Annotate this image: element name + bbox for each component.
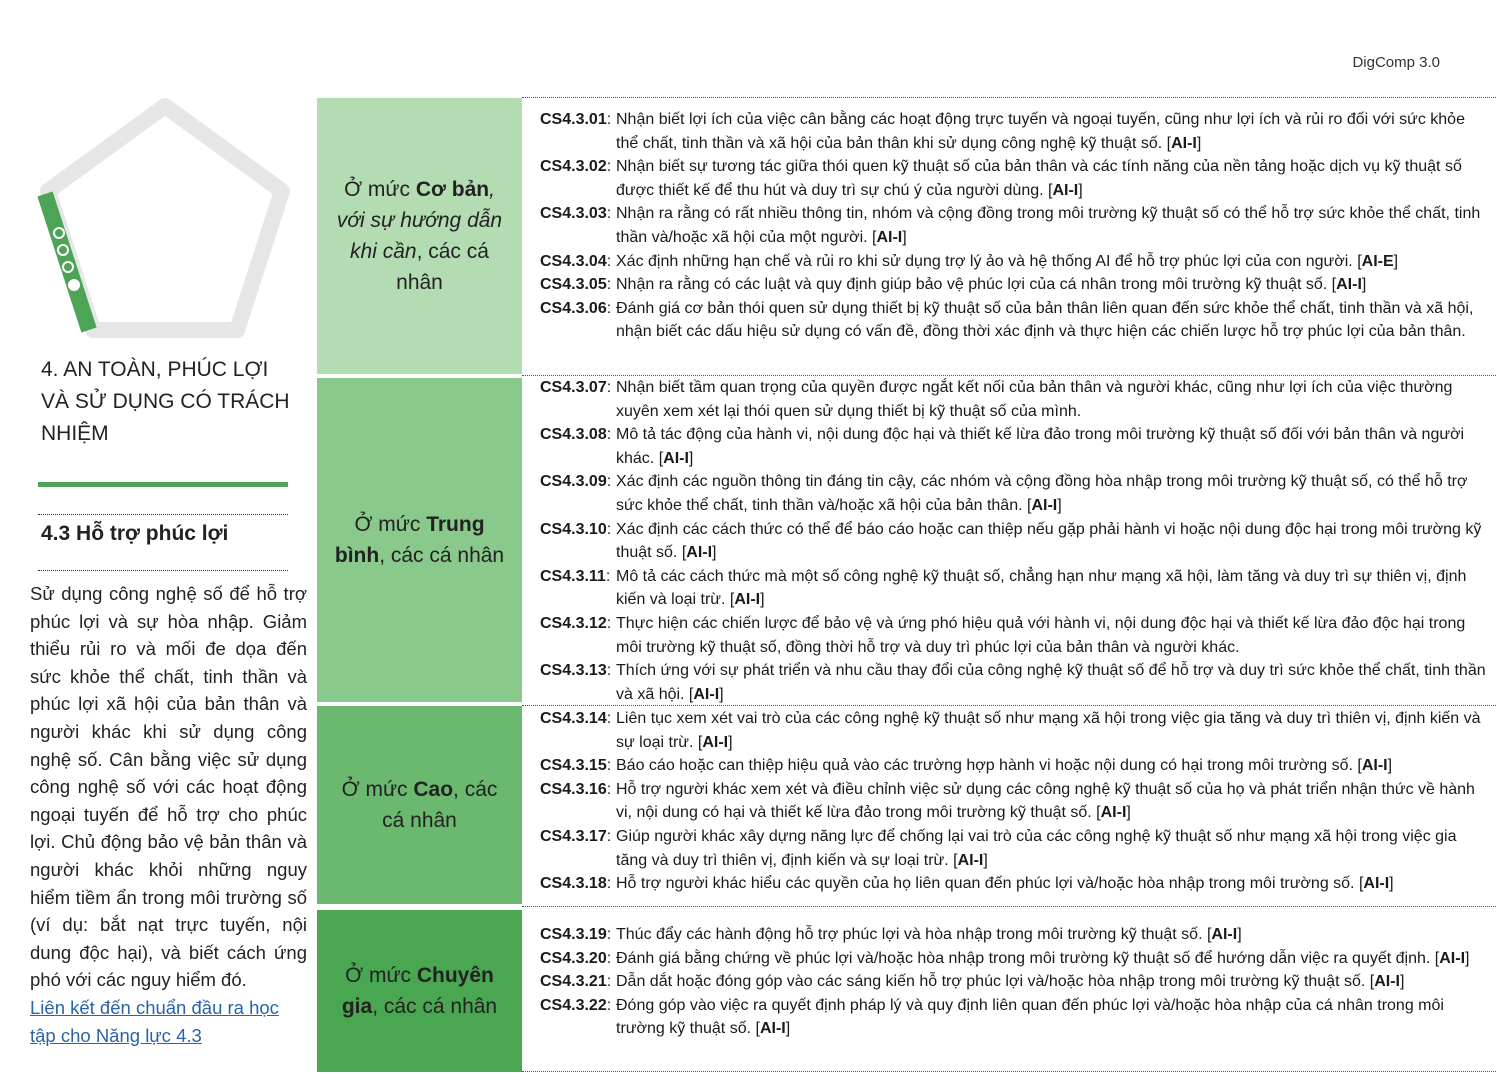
outcome-text: Liên tục xem xét vai trò của các công nghệ kỹ thuật số như mạng xã hội trong việc gia tăng và duy trì thiên vị, định kiến và sự loại trừ. [616, 710, 1481, 751]
ai-tag: [AI-I] [948, 851, 988, 869]
ai-tag: [AI-I] [1022, 496, 1062, 514]
learning-outcome-item [540, 659, 1490, 706]
outcome-text: Nhận ra rằng có rất nhiều thông tin, nhóm và cộng đồng trong môi trường kỹ thuật số có thể hỗ trợ sức khỏe thể chất, tinh thần và/hoặc xã hội của một người. [616, 205, 1481, 246]
learning-outcome-item [540, 423, 1490, 470]
outcome-text: Mô tả tác động của hành vi, nội dung độc hại và thiết kế lừa đảo trong môi trường kỹ thuật số đối với bản thân và người khác. [616, 426, 1465, 467]
outcome-code: CS4.3.05 : [540, 273, 611, 297]
ai-tag: [AI-I] [1162, 134, 1202, 152]
outcome-code: CS4.3.18 : [540, 872, 611, 896]
ai-tag: [AI-I] [1354, 875, 1394, 893]
outcome-code: CS4.3.10 : [540, 518, 611, 542]
outcome-text: Đánh giá cơ bản thói quen sử dụng thiết bị kỹ thuật số của bản thân liên quan đến sức khỏe thể chất, tinh thần và xã hội, nhận biết các dấu hiệu sử dụng có vấn đề, đồng thời xác định và thực hiện các chiến lược hỗ trợ phúc lợi của bản thân. [616, 299, 1474, 341]
outcomes-list-expert [540, 923, 1490, 1041]
outcome-text: Xác định các nguồn thông tin đáng tin cậy, các nhóm và cộng đồng hòa nhập trong môi trường kỹ thuật số, có thể hỗ trợ sức khỏe thể chất, tinh thần và/hoặc xã hội của bản thân. [616, 473, 1468, 514]
level-name: Trung bình [334, 513, 485, 567]
outcome-text: Hỗ trợ người khác xem xét và điều chỉnh việc sử dụng các công nghệ kỹ thuật số của họ và phát triển nhận thức về hành vi, nội dung có hại và thiết kế lừa đảo trong môi trường kỹ thuật số. [616, 780, 1475, 822]
learning-outcome-item [540, 825, 1490, 872]
outcome-code: CS4.3.20 : [540, 947, 611, 971]
learning-outcome-item [540, 202, 1490, 249]
competence-area-pentagon-icon [30, 90, 300, 350]
learning-outcome-item [540, 518, 1490, 565]
outcome-code: CS4.3.21 : [540, 970, 611, 994]
ai-tag: [AI-I] [867, 228, 907, 246]
competence-description-text: Sử dụng công nghệ số để hỗ trợ phúc lợi và sự hòa nhập. Giảm thiểu rủi ro và mối đe dọa đến sức khỏe thể chất, tinh thần và phúc lợi xã hội của bản thân và người khác khi sử dụng công nghệ số. Cân bằng việc sử dụng công nghệ số với các hoạt động ngoại tuyến để hỗ trợ cho phúc lợi. Chủ động bảo vệ bản thân và người khác khỏi những nguy hiểm tiềm ẩn trong môi trường số (ví dụ: bắt nạt trực tuyến, nội dung độc hại), và biết cách ứng phó với các nguy hiểm đó. [30, 583, 307, 991]
learning-outcome-item [540, 947, 1490, 971]
learning-outcome-item [540, 297, 1490, 344]
learning-outcome-item [540, 565, 1490, 612]
outcome-text: Nhận biết tầm quan trọng của quyền được ngắt kết nối của bản thân và người khác, cũng như lợi ích của việc thường xuyên xem xét lại thói quen sử dụng thiết bị kỹ thuật số của mình. [616, 379, 1453, 420]
level-name: Chuyên gia [341, 964, 494, 1018]
learning-outcomes-link[interactable]: Liên kết đến chuẩn đầu ra học tập cho Năng lực 4.3 [30, 996, 279, 1046]
learning-outcome-item [540, 778, 1490, 825]
outcome-code: CS4.3.03 : [540, 202, 611, 226]
outcome-text: Dẫn dắt hoặc đóng góp vào các sáng kiến hỗ trợ phúc lợi và/hoặc hòa nhập trong môi trường kỹ thuật số. [616, 973, 1366, 991]
ai-tag: [AI-I] [1365, 973, 1405, 991]
outcome-code: CS4.3.07 : [540, 376, 611, 400]
outcome-code: CS4.3.13 : [540, 659, 611, 683]
outcome-text: Hỗ trợ người khác hiểu các quyền của họ liên quan đến phúc lợi và/hoặc hòa nhập trong môi trường số. [616, 875, 1355, 893]
outcome-text: Nhận biết sự tương tác giữa thói quen kỹ thuật số của bản thân và các tính năng của nền tảng hoặc dịch vụ kỹ thuật số được thiết kế để thu hút và duy trì sự chú ý của người dùng. [616, 158, 1462, 199]
learning-outcome-item [540, 250, 1490, 274]
outcome-text: Thích ứng với sự phát triển và nhu cầu thay đổi của công nghệ kỹ thuật số để hỗ trợ và duy trì sức khỏe thể chất, tinh thần và xã hội. [616, 662, 1486, 703]
ai-tag: [AI-I] [1430, 949, 1470, 967]
learning-outcome-item [540, 872, 1490, 896]
outcome-code: CS4.3.16 : [540, 778, 611, 802]
competence-description [30, 580, 307, 1049]
ai-tag: [AI-I] [751, 1020, 791, 1038]
outcome-code: CS4.3.08 : [540, 423, 611, 447]
dotted-divider-top [38, 514, 288, 515]
outcome-code: CS4.3.17 : [540, 825, 611, 849]
outcomes-list-basic [540, 108, 1490, 344]
outcome-code: CS4.3.01 : [540, 108, 611, 132]
ai-tag: [AI-I] [693, 733, 733, 751]
learning-outcome-item [540, 923, 1490, 947]
outcome-code: CS4.3.15 : [540, 754, 611, 778]
row-separator [522, 1071, 1496, 1072]
level-name: Cơ bản [415, 178, 490, 201]
outcome-text: Đóng góp vào việc ra quyết định pháp lý và quy định liên quan đến phúc lợi và/hoặc hòa nhập của cá nhân trong môi trường kỹ thuật số. [616, 996, 1444, 1038]
learning-outcome-item [540, 155, 1490, 202]
outcome-code: CS4.3.02 : [540, 155, 611, 179]
outcome-code: CS4.3.19 : [540, 923, 611, 947]
outcome-code: CS4.3.09 : [540, 470, 611, 494]
outcome-text: Báo cáo hoặc can thiệp hiệu quả vào các trường hợp hành vi hoặc nội dung có hại trong môi trường số. [616, 757, 1353, 775]
outcome-code: CS4.3.12 : [540, 612, 611, 636]
learning-outcome-item [540, 612, 1490, 659]
learning-outcome-item [540, 754, 1490, 778]
learning-outcome-item [540, 994, 1490, 1041]
outcome-text: Mô tả các cách thức mà một số công nghệ kỹ thuật số, chẳng hạn như mạng xã hội, làm tăng và duy trì sự thiên vị, định kiến và loại trừ. [616, 567, 1467, 609]
ai-tag: [AI-I] [1202, 926, 1242, 943]
outcome-text: Xác định những hạn chế và rủi ro khi sử dụng trợ lý ảo và hệ thống AI để hỗ trợ phúc lợi của con người. [616, 252, 1353, 270]
level-name: Cao [413, 778, 454, 801]
ai-tag: [AI-I] [1352, 757, 1393, 775]
learning-outcome-item [540, 470, 1490, 517]
row-separator [522, 906, 1496, 907]
outcome-code: CS4.3.22 : [540, 994, 611, 1018]
outcome-code: CS4.3.04 : [540, 250, 611, 274]
ai-tag: [AI-I] [677, 544, 717, 562]
document-brand: DigComp 3.0 [1352, 54, 1440, 71]
ai-tag: [AI-I] [725, 591, 765, 609]
outcome-text: Thúc đẩy các hành động hỗ trợ phúc lợi và hòa nhập trong môi trường kỹ thuật số. [616, 926, 1203, 943]
row-separator [522, 97, 1496, 98]
learning-outcome-item [540, 707, 1490, 754]
outcome-text: Giúp người khác xây dựng năng lực để chống lại vai trò của các công nghệ kỹ thuật số như mạng xã hội trong việc gia tăng và duy trì thiên vị, định kiến và sự loại trừ. [616, 827, 1457, 869]
dotted-divider-bottom [38, 570, 288, 571]
ai-tag: [AI-I] [1327, 276, 1367, 294]
ai-tag: [AI-I] [1091, 804, 1131, 822]
outcome-text: Nhận ra rằng có các luật và quy định giúp bảo vệ phúc lợi của cá nhân trong môi trường kỹ thuật số. [616, 276, 1328, 294]
learning-outcome-item [540, 273, 1490, 297]
outcomes-list-intermediate [540, 376, 1490, 706]
outcome-code: CS4.3.11 : [540, 565, 610, 589]
level-cell-expert: Ở mức Chuyên gia, các cá nhân [317, 910, 522, 1072]
learning-outcome-item [540, 108, 1490, 155]
outcomes-list-advanced [540, 707, 1490, 896]
ai-tag: [AI-I] [1043, 181, 1083, 199]
ai-tag: [AI-I] [654, 449, 694, 467]
outcome-code: CS4.3.14 : [540, 707, 611, 731]
competence-title: 4.3 Hỗ trợ phúc lợi [41, 522, 229, 545]
learning-outcome-item [540, 376, 1490, 423]
area-title: 4. AN TOÀN, PHÚC LỢI VÀ SỬ DỤNG CÓ TRÁCH NHIỆM [41, 358, 290, 445]
outcome-text: Xác định các cách thức có thể để báo cáo hoặc can thiệp nếu gặp phải hành vi hoặc nội dung độc hại trong môi trường kỹ thuật số. [616, 520, 1482, 562]
level-cell-basic: Ở mức Cơ bản, với sự hướng dẫn khi cần, các cá nhân [317, 98, 522, 374]
outcome-text: Nhận biết lợi ích của việc cân bằng các hoạt động trực tuyến và ngoại tuyến, cũng như lợi ích và rủi ro đối với sức khỏe thể chất, tinh thần và xã hội của bản thân khi sử dụng công nghệ kỹ thuật số. [616, 111, 1465, 152]
outcome-text: Đánh giá bằng chứng về phúc lợi và/hoặc hòa nhập trong môi trường kỹ thuật số để hướng dẫn việc ra quyết định. [616, 949, 1431, 967]
level-cell-advanced: Ở mức Cao, các cá nhân [317, 706, 522, 904]
ai-tag: [AI-I] [684, 685, 724, 703]
level-cell-intermediate: Ở mức Trung bình, các cá nhân [317, 378, 522, 702]
area-divider [38, 482, 288, 487]
outcome-code: CS4.3.06 : [540, 297, 611, 321]
outcome-text: Thực hiện các chiến lược để bảo vệ và ứng phó hiệu quả với hành vi, nội dung độc hại và thiết kế lừa đảo độc hại trong môi trường kỹ thuật số, đồng thời hỗ trợ và duy trì phúc lợi của bản thân và người khác. [616, 614, 1466, 656]
ai-tag: [AI-E] [1352, 252, 1399, 270]
learning-outcome-item [540, 970, 1490, 994]
